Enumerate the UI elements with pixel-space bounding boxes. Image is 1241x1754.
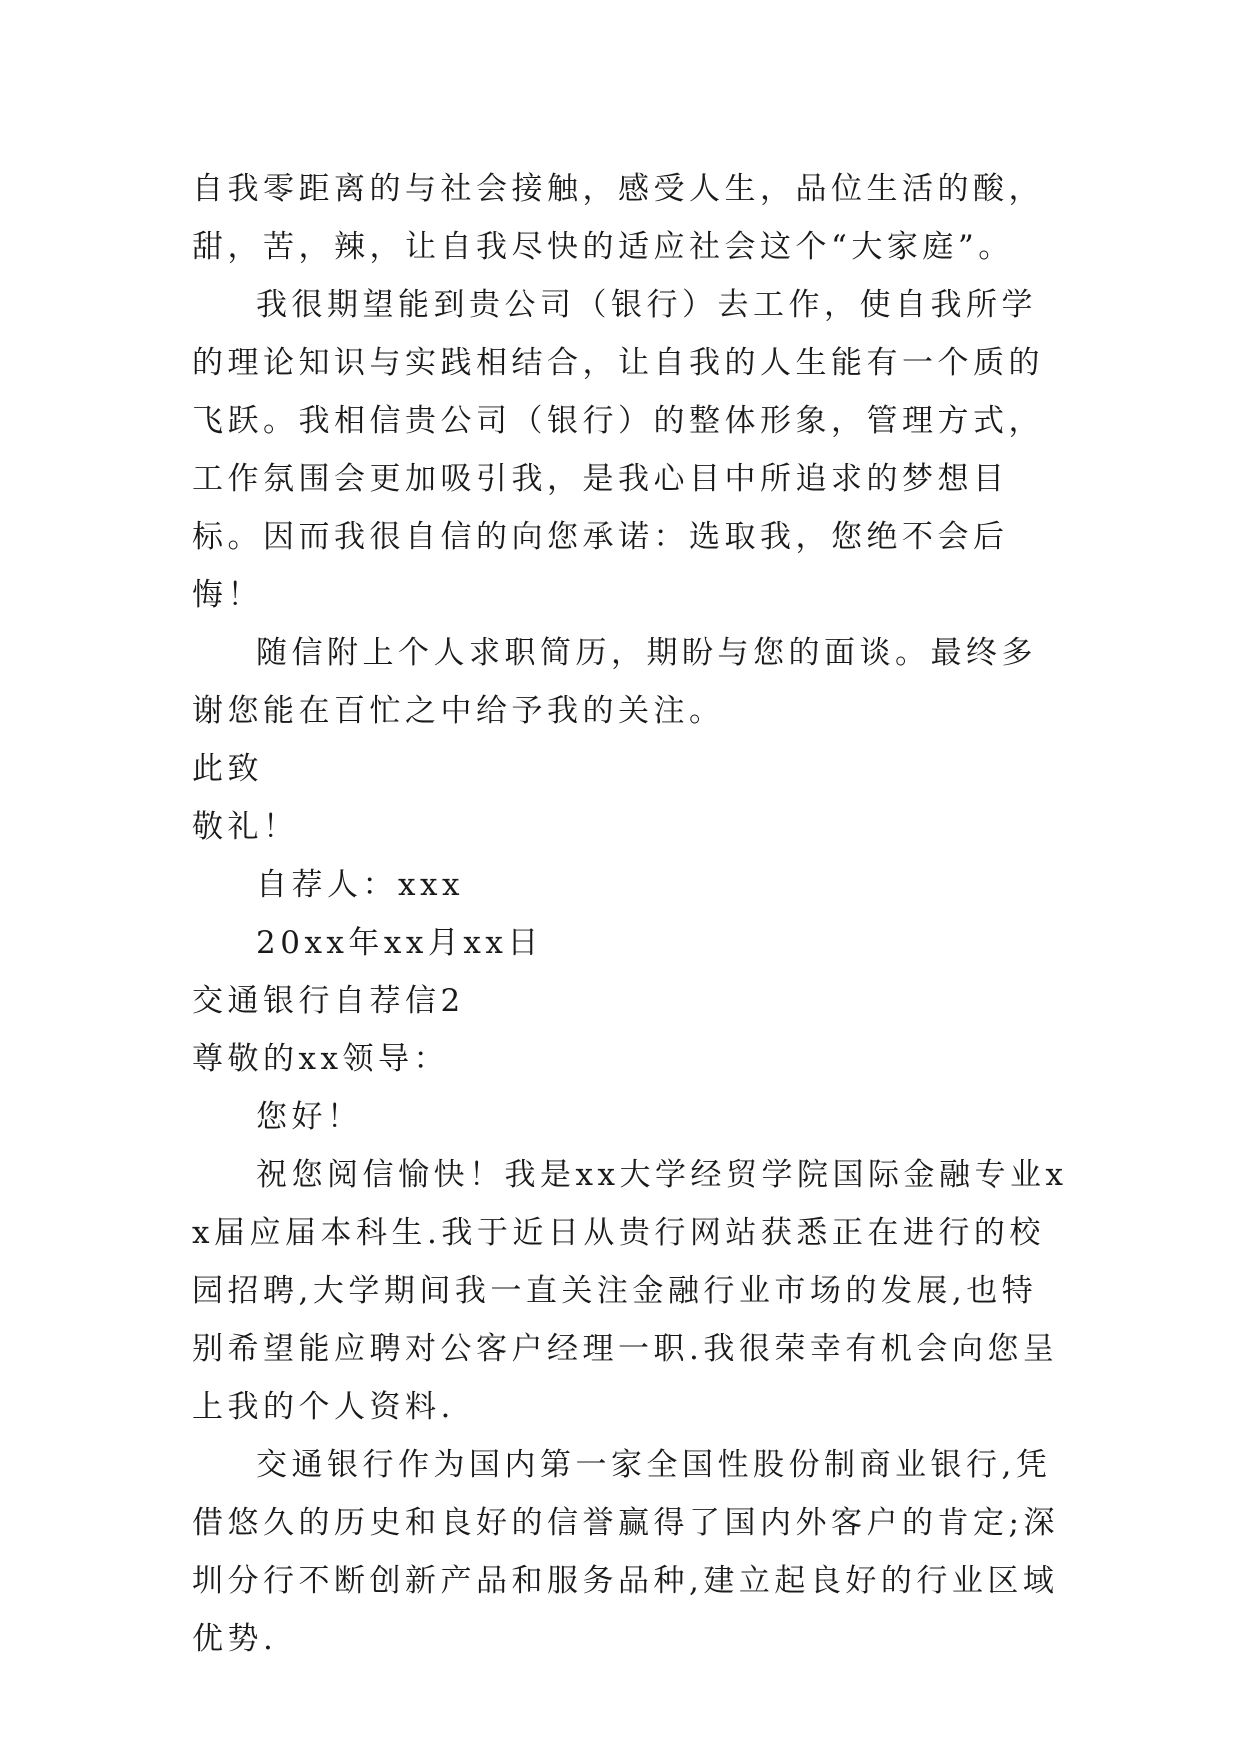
signature-date: 20xx年xx月xx日 xyxy=(256,925,543,961)
letter-salutation: 尊敬的xx领导： xyxy=(192,1041,449,1077)
paragraph-bank-description: 交通银行作为国内第一家全国性股份制商业银行,凭借悠久的历史和良好的信誉赢得了国内外客户的肯定;深圳分行不断创新产品和服务品种,建立起良好的行业区域优势. xyxy=(192,1447,1059,1657)
paragraph-introduction: 祝您阅信愉快！我是xx大学经贸学院国际金融专业xx届应届本科生.我于近日从贵行网站获悉正在进行的校园招聘,大学期间我一直关注金融行业市场的发展,也特别希望能应聘对公客户经理一职.我很荣幸有机会向您呈上我的个人资料. xyxy=(192,1157,1068,1425)
section-title: 交通银行自荐信2 xyxy=(192,983,465,1019)
paragraph-expectation: 我很期望能到贵公司（银行）去工作，使自我所学的理论知识与实践相结合，让自我的人生能有一个质的飞跃。我相信贵公司（银行）的整体形象，管理方式，工作氛围会更加吸引我，是我心目中所追求的梦想目标。因而我很自信的向您承诺：选取我，您绝不会后悔！ xyxy=(192,287,1044,613)
closing-regards: 敬礼！ xyxy=(192,809,299,845)
letter-body xyxy=(192,160,1072,1668)
signature-author: 自荐人：xxx xyxy=(256,867,464,903)
greeting: 您好！ xyxy=(256,1099,363,1135)
paragraph-attachment: 随信附上个人求职简历，期盼与您的面谈。最终多谢您能在百忙之中给予我的关注。 xyxy=(192,635,1037,729)
paragraph-continuation: 自我零距离的与社会接触，感受人生，品位生活的酸，甜，苦，辣，让自我尽快的适应社会这个“大家庭”。 xyxy=(192,171,1044,265)
closing-salutation: 此致 xyxy=(192,751,263,787)
